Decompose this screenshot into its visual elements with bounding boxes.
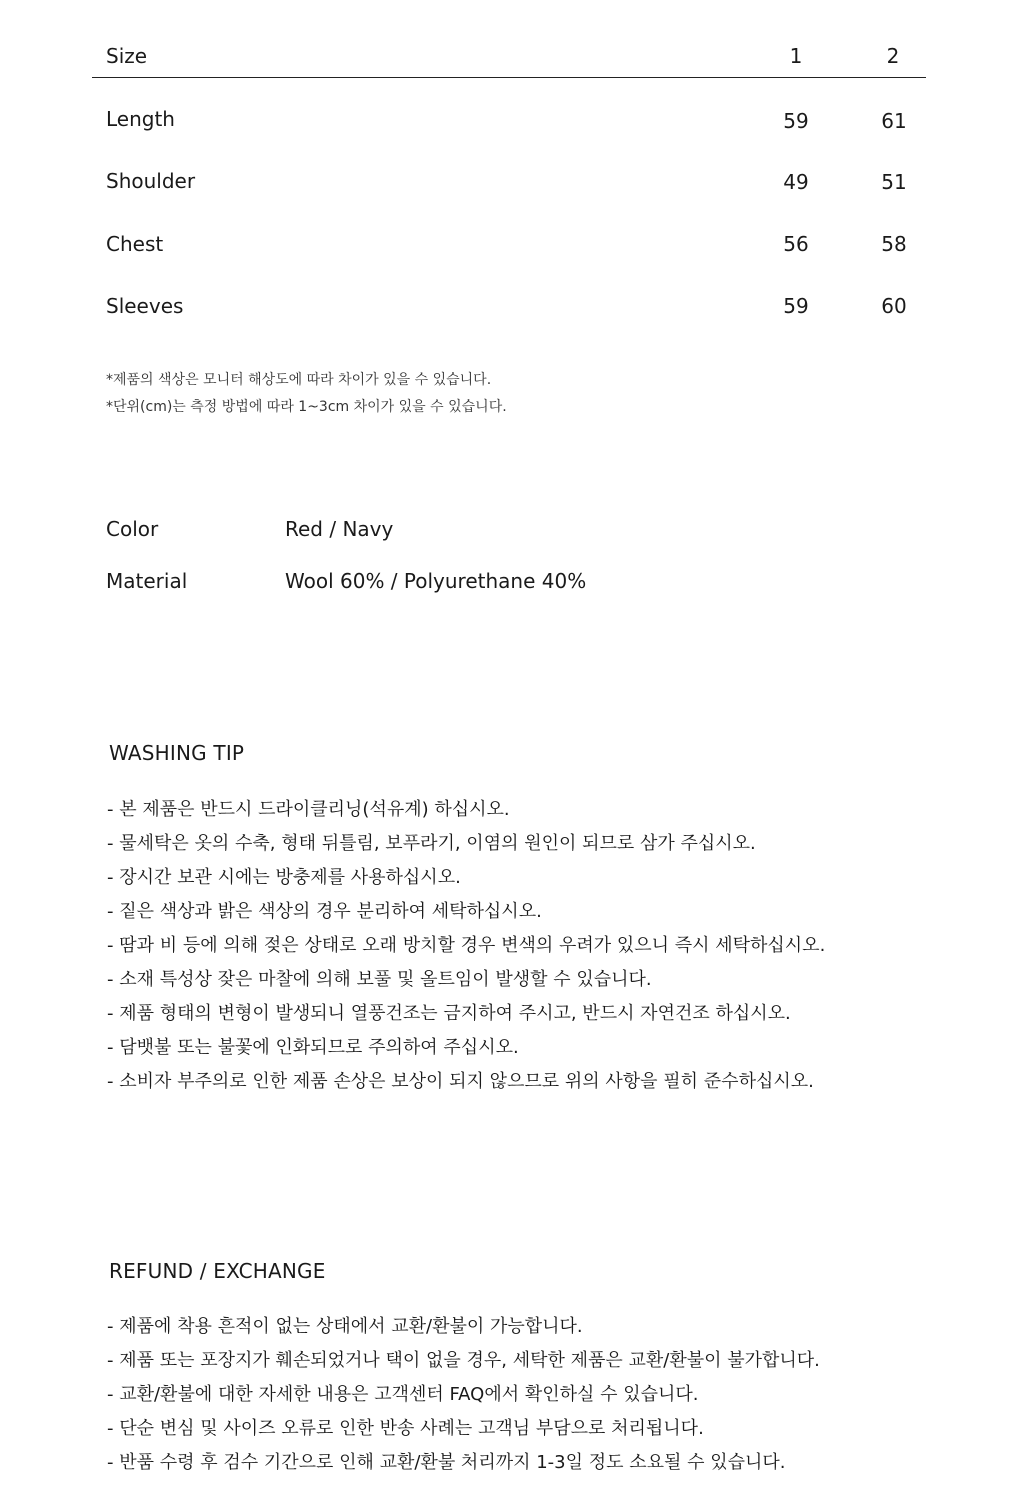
row-shoulder-size-1: 49 xyxy=(783,170,809,194)
size-header-col-2: 2 xyxy=(886,44,900,68)
row-label-chest: Chest xyxy=(106,232,164,256)
refund-line: - 교환/환불에 대한 자세한 내용은 고객센터 FAQ에서 확인하실 수 있습니다. xyxy=(107,1384,699,1405)
washing-line: - 소비자 부주의로 인한 제품 손상은 보상이 되지 않으므로 위의 사항을 필히 준수하십시오. xyxy=(107,1071,814,1092)
spec-material-label: Material xyxy=(106,569,188,593)
washing-line: - 장시간 보관 시에는 방충제를 사용하십시오. xyxy=(107,867,461,888)
washing-line: - 땀과 비 등에 의해 젖은 상태로 오래 방치할 경우 변색의 우려가 있으니 즉시 세탁하십시오. xyxy=(107,935,826,956)
size-header-col-1: 1 xyxy=(789,44,803,68)
row-sleeves-size-1: 59 xyxy=(783,294,809,318)
row-label-sleeves: Sleeves xyxy=(106,294,184,318)
note-measurement-disclaimer: *단위(cm)는 측정 방법에 따라 1~3cm 차이가 있을 수 있습니다. xyxy=(106,399,507,415)
washing-line: - 제품 형태의 변형이 발생되니 열풍건조는 금지하여 주시고, 반드시 자연건조 하십시오. xyxy=(107,1003,791,1024)
header-divider xyxy=(92,77,926,78)
row-chest-size-1: 56 xyxy=(783,232,809,256)
row-label-shoulder: Shoulder xyxy=(106,169,196,193)
spec-material-value: Wool 60% / Polyurethane 40% xyxy=(285,569,587,593)
washing-line: - 본 제품은 반드시 드라이클리닝(석유계) 하십시오. xyxy=(107,799,510,820)
row-label-length: Length xyxy=(106,107,175,131)
refund-exchange-title: REFUND / EXCHANGE xyxy=(109,1259,326,1283)
washing-tip-title: WASHING TIP xyxy=(109,741,245,765)
row-length-size-1: 59 xyxy=(783,109,809,133)
refund-line: - 제품에 착용 흔적이 없는 상태에서 교환/환불이 가능합니다. xyxy=(107,1316,583,1337)
size-header-label: Size xyxy=(106,44,148,68)
washing-line: - 소재 특성상 잦은 마찰에 의해 보풀 및 올트임이 발생할 수 있습니다. xyxy=(107,969,652,990)
size-table xyxy=(0,0,1018,330)
refund-line: - 반품 수령 후 검수 기간으로 인해 교환/환불 처리까지 1-3일 정도 소요될 수 있습니다. xyxy=(107,1452,786,1473)
spec-color-label: Color xyxy=(106,517,159,541)
refund-line: - 단순 변심 및 사이즈 오류로 인한 반송 사례는 고객님 부담으로 처리됩니다. xyxy=(107,1418,704,1439)
row-shoulder-size-2: 51 xyxy=(881,170,907,194)
note-color-disclaimer: *제품의 색상은 모니터 해상도에 따라 차이가 있을 수 있습니다. xyxy=(106,372,492,388)
washing-line: - 물세탁은 옷의 수축, 형태 뒤틀림, 보푸라기, 이염의 원인이 되므로 삼가 주십시오. xyxy=(107,833,756,854)
refund-line: - 제품 또는 포장지가 훼손되었거나 택이 없을 경우, 세탁한 제품은 교환/환불이 불가합니다. xyxy=(107,1350,820,1371)
washing-line: - 담뱃불 또는 불꽃에 인화되므로 주의하여 주십시오. xyxy=(107,1037,519,1058)
spec-color-value: Red / Navy xyxy=(285,517,394,541)
row-sleeves-size-2: 60 xyxy=(881,294,907,318)
row-chest-size-2: 58 xyxy=(881,232,907,256)
row-length-size-2: 61 xyxy=(881,109,907,133)
washing-line: - 짙은 색상과 밝은 색상의 경우 분리하여 세탁하십시오. xyxy=(107,901,542,922)
